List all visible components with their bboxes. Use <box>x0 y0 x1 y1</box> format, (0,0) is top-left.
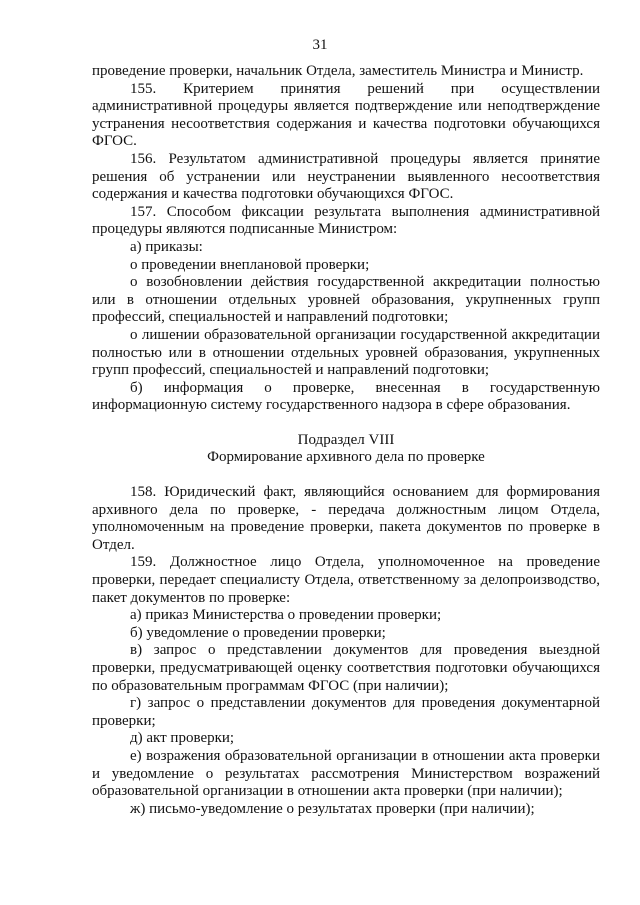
subsection-title: Формирование архивного дела по проверке <box>207 449 485 466</box>
paragraphs-after-section <box>92 484 600 818</box>
paragraph: ж) письмо-уведомление о результатах проверки (при наличии); <box>130 800 535 817</box>
page-number: 31 <box>312 37 328 53</box>
paragraph: е) возражения образовательной организации в отношении акта проверки и уведомление о результатах рассмотрения Министерством возражений образовательной организации в отношении акта проверки (при наличии); <box>92 747 600 800</box>
paragraph: о возобновлении действия государственной аккредитации полностью или в отношении отдельных уровней образования, укрупненных групп профессий, специальностей и направлений подготовки; <box>92 274 600 326</box>
paragraph: о лишении образовательной организации государственной аккредитации полностью или в отношении отдельных уровней образования, укрупненных групп профессий, специальностей и направлений подготовки; <box>92 326 600 379</box>
paragraph: 159. Должностное лицо Отдела, уполномоченное на проведение проверки, передает специалисту Отдела, ответственному за делопроизводство, пакет документов по проверке: <box>92 554 600 606</box>
paragraph: 157. Способом фиксации результата выполнения административной процедуры являются подписанные Министром: <box>92 203 600 238</box>
paragraph: а) приказ Министерства о проведении проверки; <box>130 607 442 624</box>
paragraph: а) приказы: <box>130 238 203 255</box>
paragraph: проведение проверки, начальник Отдела, заместитель Министра и Министр. <box>92 63 584 79</box>
paragraph: о проведении внеплановой проверки; <box>130 256 370 273</box>
paragraph: 156. Результатом административной процедуры является принятие решения об устранении или неустранении выявленного несоответствия содержания и качества подготовки обучающихся ФГОС. <box>92 150 600 203</box>
paragraph: д) акт проверки; <box>130 730 235 747</box>
paragraph: 155. Критерием принятия решений при осуществлении административной процедуры является подтверждение или неподтверждение устранения несоответствия содержания и качества подготовки обучающихся ФГОС. <box>92 80 600 150</box>
document-body <box>92 63 600 818</box>
paragraph: 158. Юридический факт, являющийся основанием для формирования архивного дела по проверке, - передача должностным лицом Отдела, уполномоченным на проведение проверки, пакета документов по проверке в Отдел. <box>92 484 600 553</box>
paragraph: г) запрос о представлении документов для проведения документарной проверки; <box>92 695 600 729</box>
paragraph: в) запрос о представлении документов для проведения выездной проверки, предусматривающей оценку соответствия подготовки обучающихся по образовательным программам ФГОС (при наличии); <box>92 642 600 694</box>
paragraphs-before-section <box>92 63 600 415</box>
subsection-number: Подраздел VIII <box>297 431 395 448</box>
subsection-heading <box>92 432 600 467</box>
paragraph: б) уведомление о проведении проверки; <box>130 624 386 641</box>
paragraph: б) информация о проверке, внесенная в государственную информационную систему государственного надзора в сфере образования. <box>92 379 600 414</box>
